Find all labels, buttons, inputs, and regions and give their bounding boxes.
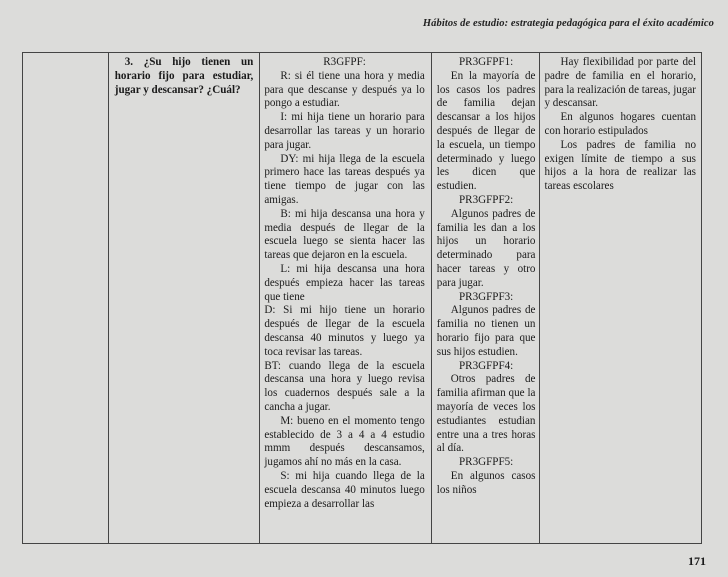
analysis-text: Hay flexibilidad por parte del padre de familia en el horario, para la realización de tareas, jugar y descansar.	[544, 56, 697, 110]
category-text: En la mayoría de los casos los padres de familia dejan descansar a los hijos después de llegar de la escuela, un tiempo determinado y luego les dicen que estudien.	[436, 69, 536, 193]
analysis-text: Los padres de familia no exigen límite de tiempo a sus hijos a la hora de realizar las tareas escolares	[544, 138, 696, 193]
category-code: PR3GFPF2:	[459, 193, 514, 206]
response-text: M: bueno en el momento tengo establecido de 3 a 4 a 4 estudio mmm después descansamos, jugamos ahí no más en la casa.	[264, 414, 425, 469]
category-text: Algunos padres de familia les dan a los hijos un horario determinado para hacer tareas y otro para jugar.	[436, 207, 536, 289]
categories-column	[432, 53, 541, 543]
question-text: 3. ¿Su hijo tienen un horario fijo para estudiar, jugar y descansar? ¿Cuál?	[114, 56, 254, 96]
response-text: I: mi hija tiene un horario para desarrollar las tareas y un horario para jugar.	[264, 111, 425, 151]
category-text: Otros padres de familia afirman que la mayoría de veces los estudiantes estudian entre una a tres horas al día.	[436, 373, 536, 455]
response-text: B: mi hija descansa una hora y media después de llegar de la escuela luego se sienta hacer las tareas que dejaron en la escuela.	[264, 207, 425, 262]
response-text: L: mi hija descansa una hora después empieza hacer las tareas que tiene	[264, 262, 425, 303]
running-header: Hábitos de estudio: estrategia pedagógica para el éxito académico	[422, 18, 714, 29]
qualitative-table	[22, 52, 702, 544]
responses-column	[260, 53, 431, 543]
question-column	[109, 53, 261, 543]
page-number: 171	[688, 554, 706, 568]
response-text: S: mi hija cuando llega de la escuela descansa 40 minutos luego empieza a desarrollar las	[264, 469, 425, 510]
analysis-text: En algunos hogares cuentan con horario estipulados	[544, 111, 696, 137]
response-text: D: Si mi hijo tiene un horario después de llegar de la escuela descansa 40 minutos y luego ya toca revisar las tareas.	[264, 304, 425, 358]
category-text: Algunos padres de familia no tienen un horario fijo para que sus hijos estudien.	[436, 304, 536, 358]
response-text: DY: mi hija llega de la escuela primero hace las tareas después ya tiene tiempo de jugar con las amigas.	[264, 152, 425, 206]
response-text: R: si él tiene una hora y media para que descanse y después ya lo pongo a estudiar.	[264, 69, 425, 110]
category-code: PR3GFPF3:	[459, 290, 514, 303]
response-text: BT: cuando llega de la escuela descansa una hora y luego revisa los cuadernos después sale a la cancha a jugar.	[264, 359, 425, 413]
category-code: PR3GFPF4:	[459, 359, 514, 372]
response-code: R3GFPF:	[323, 56, 366, 68]
category-code: PR3GFPF1:	[459, 56, 514, 68]
analysis-column	[540, 53, 701, 543]
category-text: En algunos casos los niños	[436, 469, 536, 496]
empty-column	[23, 53, 109, 543]
category-code: PR3GFPF5:	[459, 456, 514, 469]
